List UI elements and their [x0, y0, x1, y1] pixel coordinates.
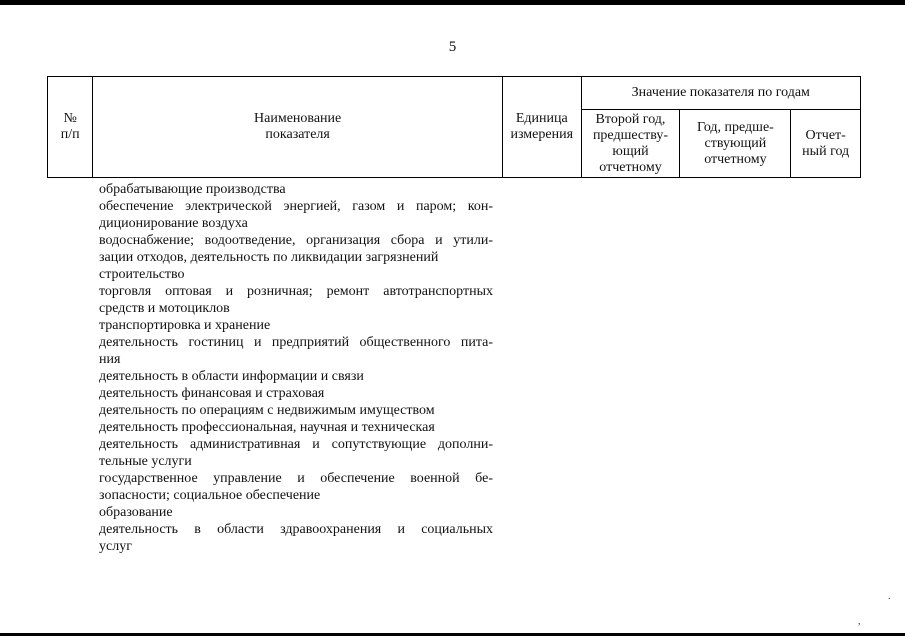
- col-header-year-report: [791, 110, 861, 178]
- col-header-year-report-line: Отчет-: [805, 127, 846, 143]
- col-header-year-prior-line: ствующий: [704, 135, 767, 151]
- col-header-year-second-prior: [581, 110, 680, 178]
- indicator-name-line: обрабатывающие производства: [99, 182, 286, 197]
- indicator-name-line: тельные услуги: [99, 454, 192, 469]
- indicator-name-line: деятельность по операциям с недвижимым имуществом: [99, 403, 435, 418]
- indicator-row: [99, 385, 493, 402]
- bottom-border-rule: [0, 633, 905, 636]
- col-header-number-line: п/п: [60, 127, 80, 142]
- col-header-year-prior-line: отчетному: [704, 151, 767, 167]
- top-border-rule: [0, 0, 905, 5]
- col-header-values-group: Значение показателя по годам: [581, 77, 860, 110]
- indicator-name-line: зации отходов, деятельность по ликвидации загрязнений: [99, 250, 439, 265]
- col-header-year-second-prior-line: ющий: [612, 143, 649, 159]
- col-header-year-second-prior-line: Второй год,: [595, 111, 666, 127]
- indicator-name-line: деятельность в области информации и связи: [99, 369, 364, 384]
- indicator-row: [99, 368, 493, 385]
- indicator-row: [99, 232, 493, 266]
- col-header-year-second-prior-line: отчетному: [599, 159, 662, 175]
- col-header-year-prior: [680, 110, 791, 178]
- indicator-name-line: транспортировка и хранение: [99, 318, 271, 333]
- indicator-row: [99, 334, 493, 368]
- indicator-name-line: образование: [99, 505, 173, 520]
- col-header-year-prior-line: Год, предше-: [696, 119, 774, 135]
- col-header-unit-line: измерения: [510, 127, 574, 142]
- scan-speck-mark: .: [888, 591, 891, 602]
- indicator-name-line: деятельность финансовая и страховая: [99, 386, 325, 401]
- indicator-row: [99, 198, 493, 232]
- indicator-row: [99, 317, 493, 334]
- indicator-row: [99, 266, 493, 283]
- indicator-name-line: деятельность профессиональная, научная и техническая: [99, 420, 435, 435]
- indicator-name-line: ния: [99, 352, 121, 367]
- indicator-name-line: торговля оптовая и розничная; ремонт автотранспортных: [99, 284, 493, 299]
- indicator-name-line: диционирование воздуха: [99, 216, 248, 231]
- indicator-name-line: деятельность в области здравоохранения и социальных: [99, 522, 493, 537]
- indicator-name-line: обеспечение электрической энергией, газом и паром; кон-: [99, 199, 493, 214]
- indicator-name-line: водоснабжение; водоотведение, организация сбора и утили-: [99, 233, 493, 248]
- indicator-rows: [99, 181, 493, 555]
- indicator-name-line: зопасности; социальное обеспечение: [99, 488, 321, 503]
- indicator-row: [99, 402, 493, 419]
- col-header-name-line: Наименование: [254, 111, 342, 126]
- col-header-name: [93, 77, 503, 178]
- indicators-table-header: [47, 76, 861, 178]
- indicator-name-line: государственное управление и обеспечение военной бе-: [99, 471, 493, 486]
- indicator-row: [99, 436, 493, 470]
- scan-speck-mark: ,: [858, 616, 861, 627]
- indicator-row: [99, 504, 493, 521]
- col-header-year-second-prior-line: предшеству-: [592, 127, 669, 143]
- col-header-name-line: показателя: [265, 127, 330, 142]
- indicator-name-line: деятельность административная и сопутствующие дополни-: [99, 437, 493, 452]
- col-header-year-report-line: ный год: [802, 143, 850, 159]
- col-header-unit-line: Единица: [515, 111, 568, 126]
- indicator-row: [99, 283, 493, 317]
- indicator-row: [99, 419, 493, 436]
- col-header-number: [48, 77, 93, 178]
- page-number: 5: [448, 39, 457, 55]
- indicator-name-line: услуг: [99, 539, 132, 554]
- indicator-name-line: деятельность гостиниц и предприятий общественного пита-: [99, 335, 493, 350]
- indicator-row: [99, 181, 493, 198]
- col-header-number-line: №: [63, 111, 77, 126]
- indicator-row: [99, 521, 493, 555]
- indicator-name-line: строительство: [99, 267, 185, 282]
- indicator-name-line: средств и мотоциклов: [99, 301, 230, 316]
- col-header-unit: [502, 77, 581, 178]
- indicator-row: [99, 470, 493, 504]
